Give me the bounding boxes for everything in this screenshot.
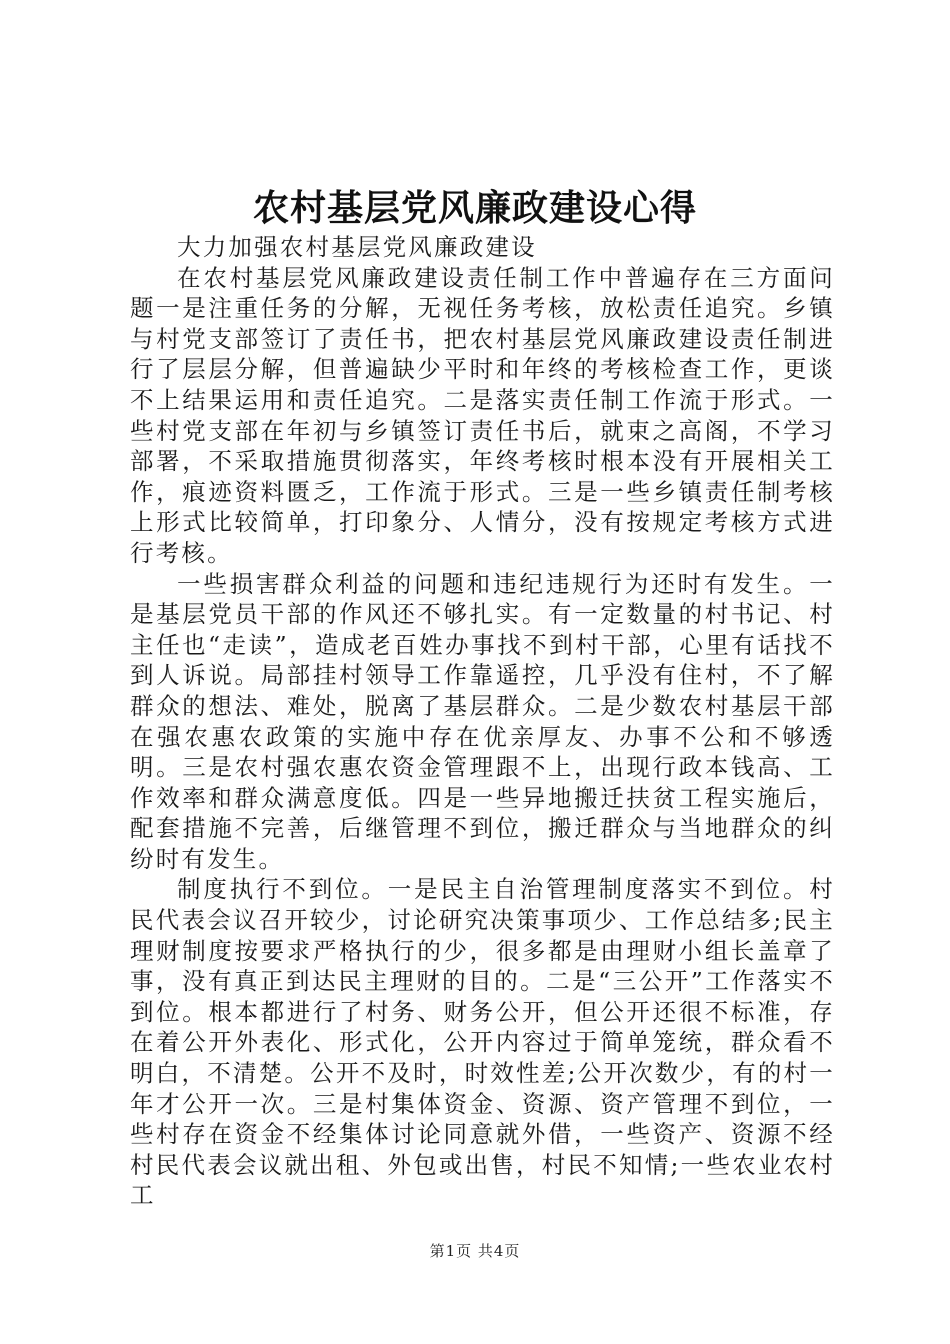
paragraph: 大力加强农村基层党风廉政建设 [177, 233, 537, 261]
page-number: 第1页 共4页 [429, 1242, 521, 1260]
paragraph: 一些损害群众利益的问题和违纪违规行为还时有发生。一是基层党员干部的作风还不够扎实。有一定数量的村书记、村主任也“走读”，造成老百姓办事找不到村干部，心里有话找不到人诉说。局部挂村领导工作靠遥控，几乎没有住村，不了解群众的想法、难处，脱离了基层群众。二是少数农村基层干部在强农惠农政策的实施中存在优亲厚友、办事不公和不够透明。三是农村强农惠农资金管理跟不上，出现行政本钱高、工作效率和群众满意度低。四是一些异地搬迁扶贫工程实施后，配套措施不完善，后继管理不到位，搬迁群众与当地群众的纠纷时有发生。 [130, 569, 835, 873]
paragraph: 在农村基层党风廉政建设责任制工作中普遍存在三方面问题一是注重任务的分解，无视任务考核，放松责任追究。乡镇与村党支部签订了责任书，把农村基层党风廉政建设责任制进行了层层分解，但普遍缺少平时和年终的考核检查工作，更谈不上结果运用和责任追究。二是落实责任制工作流于形式。一些村党支部在年初与乡镇签订责任书后，就束之高阁，不学习部署，不采取措施贯彻落实，年终考核时根本没有开展相关工作，痕迹资料匮乏，工作流于形式。三是一些乡镇责任制考核上形式比较简单，打印象分、人情分，没有按规定考核方式进行考核。 [130, 263, 835, 567]
document-title: 农村基层党风廉政建设心得 [252, 187, 697, 229]
paragraph: 制度执行不到位。一是民主自治管理制度落实不到位。村民代表会议召开较少，讨论研究决策事项少、工作总结多;民主理财制度按要求严格执行的少，很多都是由理财小组长盖章了事，没有真正到达民主理财的目的。二是“三公开”工作落实不到位。根本都进行了村务、财务公开，但公开还很不标准，存在着公开外表化、形式化，公开内容过于简单笼统，群众看不明白，不清楚。公开不及时，时效性差;公开次数少，有的村一年才公开一次。三是村集体资金、资源、资产管理不到位，一些村存在资金不经集体讨论同意就外借，一些资产、资源不经村民代表会议就出租、外包或出售，村民不知情;一些农业农村工 [130, 875, 835, 1210]
document-body [130, 232, 835, 1211]
